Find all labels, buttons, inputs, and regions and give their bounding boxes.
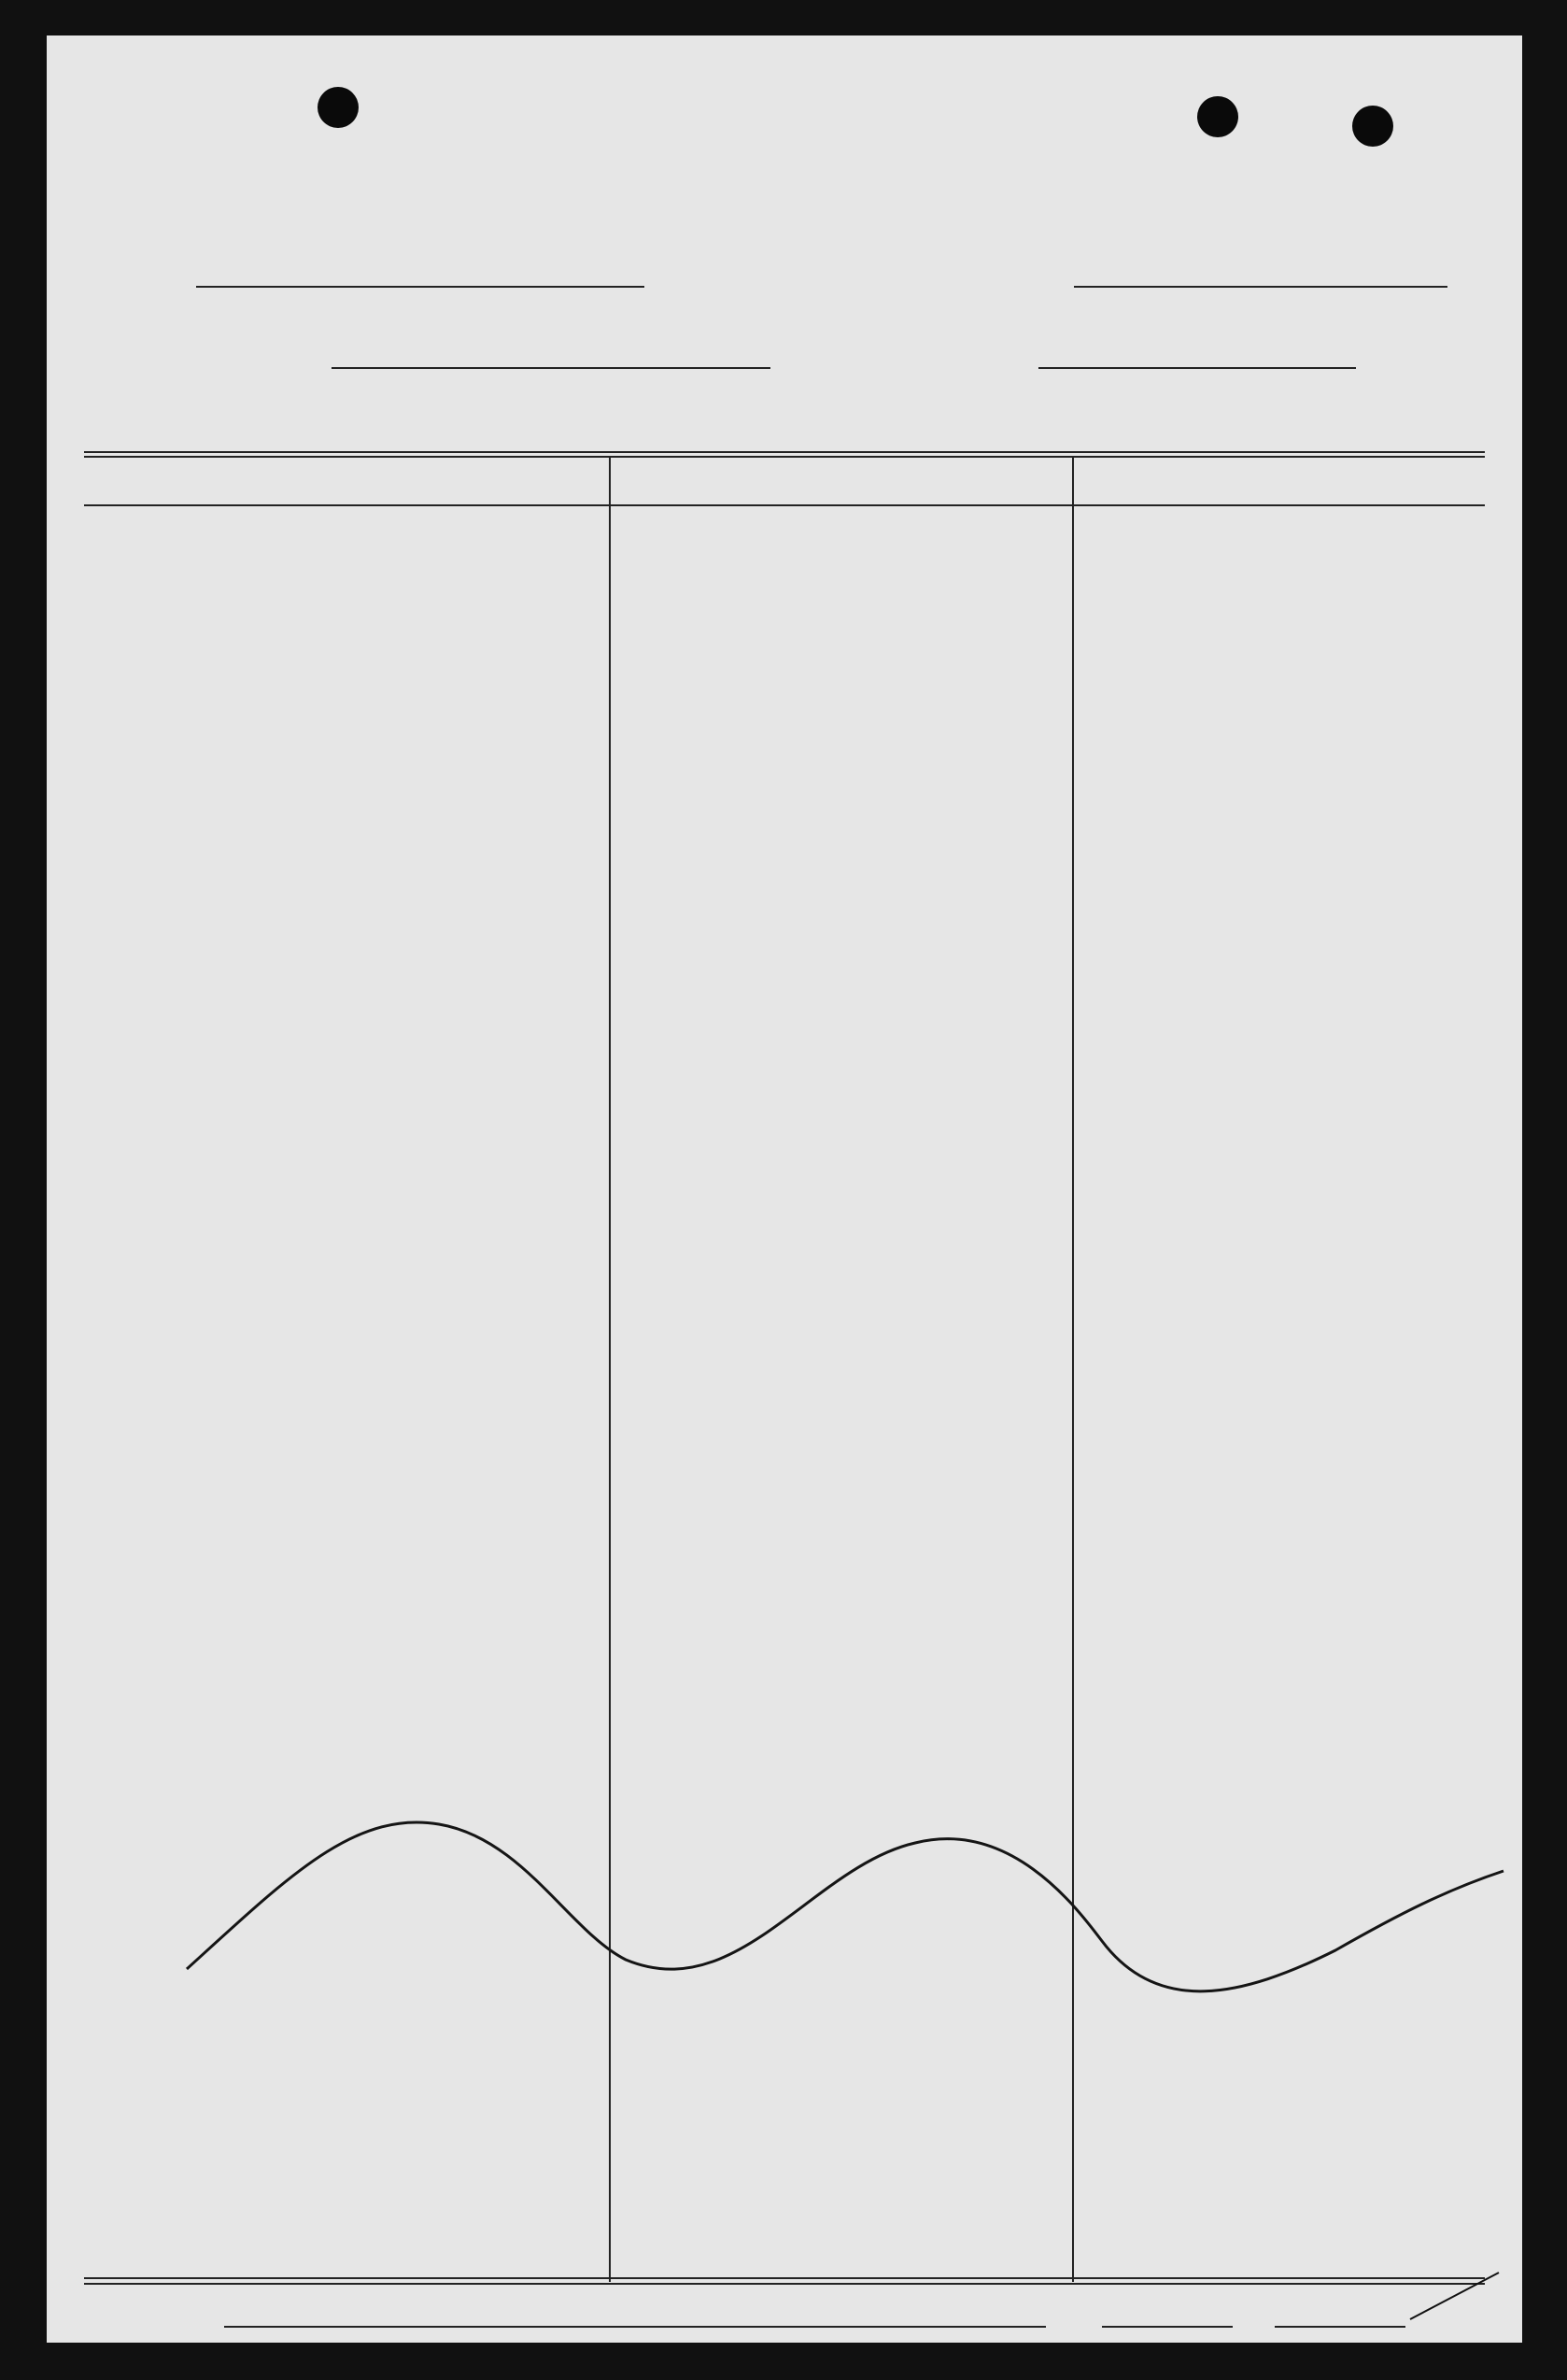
cancel-squiggle [47,35,1522,2343]
prepared-by-underline [224,2326,1046,2328]
footer-rule-2 [84,2283,1485,2285]
footer-rule-1 [84,2277,1485,2279]
manifest-sheet [47,35,1522,2343]
pages-slash [1401,2268,1503,2324]
page-underline [1102,2326,1233,2328]
of-underline [1275,2326,1405,2328]
